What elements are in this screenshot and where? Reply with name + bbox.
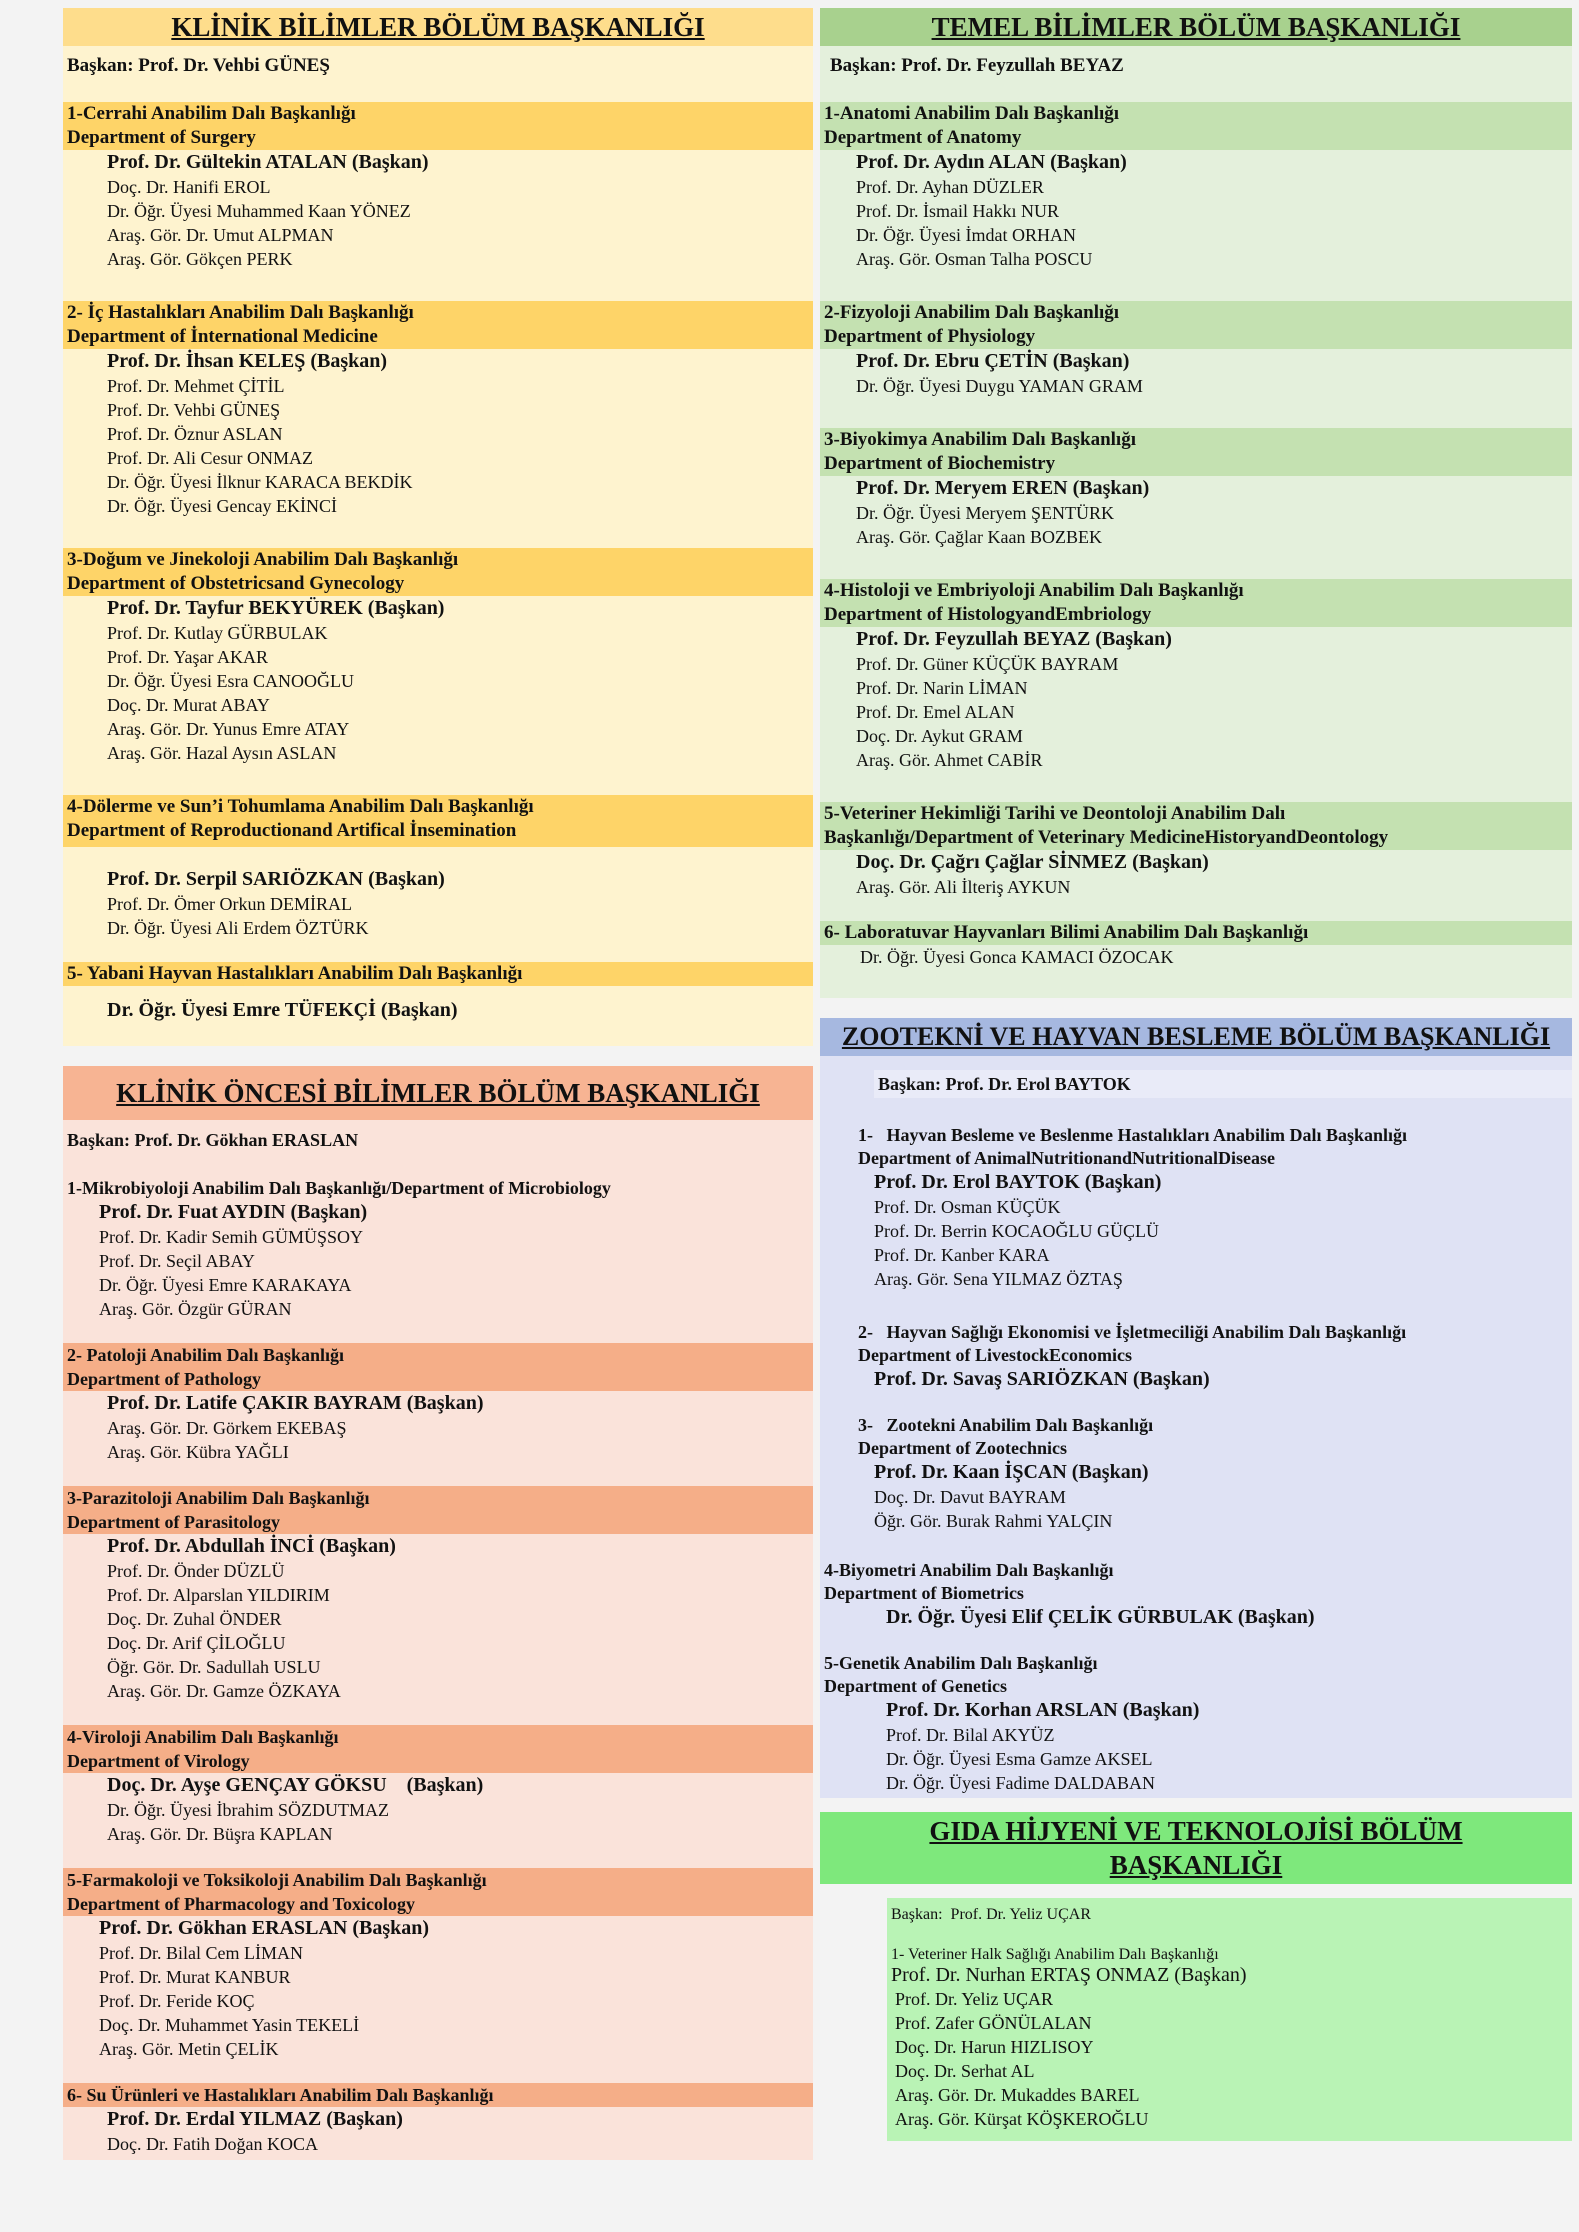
klinik-oncesi-panel [63, 1066, 813, 2160]
member-list [63, 1773, 813, 1846]
department-name-tr: 1- Veteriner Halk Sağlığı Anabilim Dalı Başkanlığı [891, 1946, 1219, 1963]
member: Prof. Dr. Feride KOÇ [99, 1991, 255, 2011]
member: Doç. Dr. Harun HIZLISOY [895, 2037, 1094, 2057]
department-name-en: Department of Biometrics [824, 1583, 1024, 1603]
department-block [63, 301, 813, 518]
department-block [63, 1343, 813, 1464]
member: Prof. Dr. Murat KANBUR [99, 1967, 291, 1987]
member: Prof. Dr. Yaşar AKAR [107, 647, 269, 667]
department-name-en: Department of Physiology [820, 325, 1572, 349]
department-name-tr: 6- Laboratuvar Hayvanları Bilimi Anabilim Dalı Başkanlığı [820, 921, 1572, 945]
member: Öğr. Gör. Burak Rahmi YALÇIN [874, 1511, 1113, 1531]
member: Araş. Gör. Dr. Büşra KAPLAN [107, 1824, 333, 1844]
member: Doç. Dr. Aykut GRAM [856, 726, 1023, 746]
department-name-en: Department of Surgery [63, 126, 813, 150]
member: Prof. Dr. Alparslan YILDIRIM [107, 1585, 330, 1605]
department-block [820, 102, 1572, 271]
member: Dr. Öğr. Üyesi Duygu YAMAN GRAM [856, 376, 1143, 396]
member-list [63, 1391, 813, 1464]
department-block [820, 301, 1572, 398]
department-block [820, 1652, 1572, 1795]
department-name-en: Department of Biochemistry [820, 452, 1572, 476]
department-name-tr: 5-Farmakoloji ve Toksikoloji Anabilim Dalı Başkanlığı [63, 1868, 813, 1892]
department-block [820, 1124, 1572, 1291]
member: Prof. Dr. Önder DÜZLÜ [107, 1561, 285, 1581]
member: Prof. Dr. Seçil ABAY [99, 1251, 255, 1271]
panel-title: TEMEL BİLİMLER BÖLÜM BAŞKANLIĞI [820, 8, 1572, 46]
panel-head: Başkan: Prof. Dr. Yeliz UÇAR [891, 1906, 1092, 1923]
panel-title-line: BAŞKANLIĞI [1109, 1850, 1283, 1880]
member: Doç. Dr. Fatih Doğan KOCA [107, 2134, 318, 2154]
panel-head: Başkan: Prof. Dr. Gökhan ERASLAN [67, 1130, 359, 1150]
member: Araş. Gör. Ali İlteriş AYKUN [856, 877, 1071, 897]
member: Dr. Öğr. Üyesi Muhammed Kaan YÖNEZ [107, 201, 411, 221]
member-list [63, 867, 813, 940]
department-name-tr: 4-Biyometri Anabilim Dalı Başkanlığı [824, 1560, 1114, 1580]
member: Doç. Dr. Zuhal ÖNDER [107, 1609, 282, 1629]
department-chief: Prof. Dr. Kaan İŞCAN (Başkan) [874, 1461, 1149, 1483]
department-name-tr: 1-Anatomi Anabilim Dalı Başkanlığı [820, 102, 1572, 126]
member: Dr. Öğr. Üyesi İbrahim SÖZDUTMAZ [107, 1800, 389, 1820]
member: Prof. Dr. Güner KÜÇÜK BAYRAM [856, 654, 1119, 674]
member: Araş. Gör. Çağlar Kaan BOZBEK [856, 527, 1102, 547]
department-block [63, 2083, 813, 2156]
department-name-en: Department of Reproductionand Artifical İnsemination [63, 819, 813, 847]
department-block [820, 921, 1572, 969]
department-block [820, 428, 1572, 549]
member-list [820, 945, 1572, 969]
member: Dr. Öğr. Üyesi İlknur KARACA BEKDİK [107, 472, 413, 492]
department-name-en: Department of Anatomy [820, 126, 1572, 150]
department-chief: Prof. Dr. Fuat AYDIN (Başkan) [99, 1201, 368, 1223]
panel-head: Başkan: Prof. Dr. Vehbi GÜNEŞ [67, 55, 330, 76]
member-list [854, 1367, 1572, 1392]
member: Prof. Dr. Ayhan DÜZLER [856, 177, 1044, 197]
department-name-tr: 1-Mikrobiyoloji Anabilim Dalı Başkanlığı/Department of Microbiology [67, 1178, 611, 1198]
department-block [820, 579, 1572, 772]
department-name-en: Department of HistologyandEmbriology [820, 603, 1572, 627]
member-list [820, 850, 1572, 899]
department-name-tr: 3- Zootekni Anabilim Dalı Başkanlığı [858, 1415, 1154, 1435]
department-chief: Prof. Dr. Feyzullah BEYAZ (Başkan) [856, 628, 1172, 650]
member-list [820, 1605, 1572, 1630]
department-name-tr: 6- Su Ürünleri ve Hastalıkları Anabilim Dalı Başkanlığı [63, 2083, 813, 2107]
department-name-en: Department of Obstetricsand Gynecology [63, 572, 813, 596]
department-block [820, 1559, 1572, 1630]
panel-head: Başkan: Prof. Dr. Feyzullah BEYAZ [830, 55, 1124, 76]
department-chief: Doç. Dr. Ayşe GENÇAY GÖKSU (Başkan) [107, 1774, 484, 1796]
department-name-tr: 4-Dölerme ve Sun’i Tohumlama Anabilim Dalı Başkanlığı [63, 795, 813, 819]
member-list [63, 349, 813, 518]
department-chief: Prof. Dr. Abdullah İNCİ (Başkan) [107, 1535, 396, 1557]
member: Prof. Dr. Mehmet ÇİTİL [107, 376, 285, 396]
department-name-tr: 5-Genetik Anabilim Dalı Başkanlığı [824, 1653, 1098, 1673]
department-block [820, 1321, 1572, 1392]
department-chief: Prof. Dr. Ebru ÇETİN (Başkan) [856, 350, 1130, 372]
member-list [820, 627, 1572, 772]
department-name-en: Department of Genetics [824, 1676, 1007, 1696]
department-block [820, 802, 1572, 899]
member: Prof. Dr. Öznur ASLAN [107, 424, 283, 444]
panel-title: ZOOTEKNİ VE HAYVAN BESLEME BÖLÜM BAŞKANLIĞI [820, 1018, 1572, 1056]
department-block [820, 1414, 1572, 1533]
member: Prof. Dr. Emel ALAN [856, 702, 1015, 722]
department-chief: Prof. Dr. Erdal YILMAZ (Başkan) [107, 2108, 403, 2130]
department-chief: Prof. Dr. Tayfur BEKYÜREK (Başkan) [107, 597, 445, 619]
member: Dr. Öğr. Üyesi Fadime DALDABAN [886, 1773, 1155, 1793]
member: Dr. Öğr. Üyesi Emre KARAKAYA [99, 1275, 352, 1295]
panel-title [820, 1812, 1572, 1884]
member-list [820, 476, 1572, 549]
member: Dr. Öğr. Üyesi Esra CANOOĞLU [107, 671, 354, 691]
member-list [891, 1987, 1566, 2131]
member: Prof. Dr. Kadir Semih GÜMÜŞSOY [99, 1227, 364, 1247]
department-name-tr: 3-Biyokimya Anabilim Dalı Başkanlığı [820, 428, 1572, 452]
member-list [63, 1200, 813, 1321]
department-name-en: Başkanlığı/Department of Veterinary MedicineHistoryandDeontology [820, 826, 1572, 850]
member-list [63, 1534, 813, 1703]
department-name-tr: 2- Hayvan Sağlığı Ekonomisi ve İşletmeciliği Anabilim Dalı Başkanlığı [858, 1322, 1407, 1342]
member: Araş. Gör. Dr. Gamze ÖZKAYA [107, 1681, 341, 1701]
member: Araş. Gör. Hazal Aysın ASLAN [107, 743, 337, 763]
member-list [820, 1698, 1572, 1795]
member: Doç. Dr. Muhammet Yasin TEKELİ [99, 2015, 360, 2035]
member: Doç. Dr. Serhat AL [895, 2061, 1035, 2081]
member: Araş. Gör. Gökçen PERK [107, 249, 293, 269]
member: Araş. Gör. Dr. Yunus Emre ATAY [107, 719, 350, 739]
department-block [63, 1868, 813, 2061]
member: Prof. Zafer GÖNÜLALAN [895, 2013, 1092, 2033]
department-block [63, 1176, 813, 1321]
member-list [820, 349, 1572, 398]
member: Araş. Gör. Dr. Mukaddes BAREL [895, 2085, 1140, 2105]
department-block [63, 1486, 813, 1703]
department-name-en: Department of Zootechnics [858, 1438, 1067, 1458]
member: Araş. Gör. Metin ÇELİK [99, 2039, 279, 2059]
member: Dr. Öğr. Üyesi İmdat ORHAN [856, 225, 1076, 245]
department-name-en: Department of Pharmacology and Toxicology [63, 1892, 813, 1916]
department-chief: Dr. Öğr. Üyesi Elif ÇELİK GÜRBULAK (Başkan) [886, 1606, 1315, 1628]
department-block [63, 962, 813, 1023]
department-name-en: Department of Parasitology [63, 1510, 813, 1534]
member: Prof. Dr. İsmail Hakkı NUR [856, 201, 1059, 221]
member-list [63, 998, 813, 1023]
member-list [63, 1916, 813, 2061]
member: Doç. Dr. Murat ABAY [107, 695, 270, 715]
department-chief: Prof. Dr. Gültekin ATALAN (Başkan) [107, 151, 429, 173]
member: Dr. Öğr. Üyesi Esma Gamze AKSEL [886, 1749, 1153, 1769]
member: Doç. Dr. Hanifi EROL [107, 177, 271, 197]
member-list-inner [895, 1987, 1566, 2131]
member: Doç. Dr. Davut BAYRAM [874, 1487, 1066, 1507]
department-chief: Prof. Dr. Serpil SARIÖZKAN (Başkan) [107, 868, 445, 890]
member: Prof. Dr. Narin LİMAN [856, 678, 1028, 698]
member-list [854, 1170, 1572, 1291]
member: Prof. Dr. Ali Cesur ONMAZ [107, 448, 313, 468]
member: Prof. Dr. Bilal AKYÜZ [886, 1725, 1055, 1745]
member: Öğr. Gör. Dr. Sadullah USLU [107, 1657, 321, 1677]
department-chief: Prof. Dr. İhsan KELEŞ (Başkan) [107, 350, 388, 372]
department-chief: Prof. Dr. Aydın ALAN (Başkan) [856, 151, 1127, 173]
member: Dr. Öğr. Üyesi Meryem ŞENTÜRK [856, 503, 1114, 523]
department-chief: Prof. Dr. Meryem EREN (Başkan) [856, 477, 1150, 499]
department-chief: Prof. Dr. Korhan ARSLAN (Başkan) [886, 1699, 1200, 1721]
department-chief: Prof. Dr. Latife ÇAKIR BAYRAM (Başkan) [107, 1392, 484, 1414]
member-list [854, 1460, 1572, 1533]
member: Araş. Gör. Dr. Umut ALPMAN [107, 225, 334, 245]
department-name-tr: 2-Fizyoloji Anabilim Dalı Başkanlığı [820, 301, 1572, 325]
member: Araş. Gör. Dr. Görkem EKEBAŞ [107, 1418, 347, 1438]
department-chief: Doç. Dr. Çağrı Çağlar SİNMEZ (Başkan) [856, 851, 1209, 873]
member-list [63, 2107, 813, 2156]
department-name-tr: 5-Veteriner Hekimliği Tarihi ve Deontoloji Anabilim Dalı [820, 802, 1572, 826]
department-name-en: Department of İnternational Medicine [63, 325, 813, 349]
klinik-bilimler-panel [63, 8, 813, 1046]
department-name-tr: 4-Viroloji Anabilim Dalı Başkanlığı [63, 1725, 813, 1749]
department-block [63, 1725, 813, 1846]
department-name-en: Department of LivestockEconomics [858, 1345, 1132, 1365]
member: Prof. Dr. Kutlay GÜRBULAK [107, 623, 328, 643]
member: Doç. Dr. Arif ÇİLOĞLU [107, 1633, 286, 1653]
member: Prof. Dr. Yeliz UÇAR [895, 1989, 1054, 2009]
member: Prof. Dr. Berrin KOCAOĞLU GÜÇLÜ [874, 1221, 1159, 1241]
department-chief: Prof. Dr. Savaş SARIÖZKAN (Başkan) [874, 1368, 1210, 1390]
department-name-tr: 2- Patoloji Anabilim Dalı Başkanlığı [63, 1343, 813, 1367]
member: Araş. Gör. Ahmet CABİR [856, 750, 1043, 770]
member: Dr. Öğr. Üyesi Ali Erdem ÖZTÜRK [107, 918, 369, 938]
department-chief: Prof. Dr. Nurhan ERTAŞ ONMAZ (Başkan) [891, 1964, 1247, 1986]
department-name-tr: 2- İç Hastalıkları Anabilim Dalı Başkanlığı [63, 301, 813, 325]
department-name-tr: 4-Histoloji ve Embriyoloji Anabilim Dalı Başkanlığı [820, 579, 1572, 603]
member-list [820, 150, 1572, 271]
panel-title-line: GIDA HİJYENİ VE TEKNOLOJİSİ BÖLÜM [929, 1816, 1463, 1846]
department-block [63, 795, 813, 940]
member: Araş. Gör. Sena YILMAZ ÖZTAŞ [874, 1269, 1123, 1289]
member: Dr. Öğr. Üyesi Gonca KAMACI ÖZOCAK [860, 947, 1174, 967]
member: Araş. Gör. Kübra YAĞLI [107, 1442, 289, 1462]
department-block [63, 548, 813, 765]
member: Prof. Dr. Ömer Orkun DEMİRAL [107, 894, 352, 914]
zootekni-panel [820, 1018, 1572, 1798]
panel-title: KLİNİK ÖNCESİ BİLİMLER BÖLÜM BAŞKANLIĞI [63, 1066, 813, 1120]
department-chief: Prof. Dr. Erol BAYTOK (Başkan) [874, 1171, 1162, 1193]
department-name-tr: 3-Doğum ve Jinekoloji Anabilim Dalı Başkanlığı [63, 548, 813, 572]
member: Prof. Dr. Kanber KARA [874, 1245, 1050, 1265]
member-list [63, 596, 813, 765]
department-chief: Dr. Öğr. Üyesi Emre TÜFEKÇİ (Başkan) [107, 999, 458, 1021]
department-name-en: Department of Pathology [63, 1367, 813, 1391]
member: Araş. Gör. Osman Talha POSCU [856, 249, 1093, 269]
department-chief: Prof. Dr. Gökhan ERASLAN (Başkan) [99, 1917, 430, 1939]
member: Prof. Dr. Bilal Cem LİMAN [99, 1943, 303, 1963]
department-block [63, 102, 813, 271]
member: Araş. Gör. Kürşat KÖŞKEROĞLU [895, 2109, 1149, 2129]
department-name-tr: 1-Cerrahi Anabilim Dalı Başkanlığı [63, 102, 813, 126]
department-name-en: Department of Virology [63, 1749, 813, 1773]
gida-hijyeni-panel [820, 1812, 1572, 2157]
member: Dr. Öğr. Üyesi Gencay EKİNCİ [107, 496, 337, 516]
gida-body [887, 1898, 1572, 2141]
member: Prof. Dr. Osman KÜÇÜK [874, 1197, 1061, 1217]
panel-head: Başkan: Prof. Dr. Erol BAYTOK [874, 1070, 1572, 1098]
member: Prof. Dr. Vehbi GÜNEŞ [107, 400, 281, 420]
panel-title: KLİNİK BİLİMLER BÖLÜM BAŞKANLIĞI [63, 8, 813, 46]
member: Araş. Gör. Özgür GÜRAN [99, 1299, 292, 1319]
department-name-en: Department of AnimalNutritionandNutritionalDisease [858, 1148, 1275, 1168]
department-name-tr: 3-Parazitoloji Anabilim Dalı Başkanlığı [63, 1486, 813, 1510]
temel-bilimler-panel [820, 8, 1572, 998]
member-list [63, 150, 813, 271]
department-name-tr: 5- Yabani Hayvan Hastalıkları Anabilim Dalı Başkanlığı [63, 962, 813, 986]
department-name-tr: 1- Hayvan Besleme ve Beslenme Hastalıkları Anabilim Dalı Başkanlığı [858, 1125, 1408, 1145]
